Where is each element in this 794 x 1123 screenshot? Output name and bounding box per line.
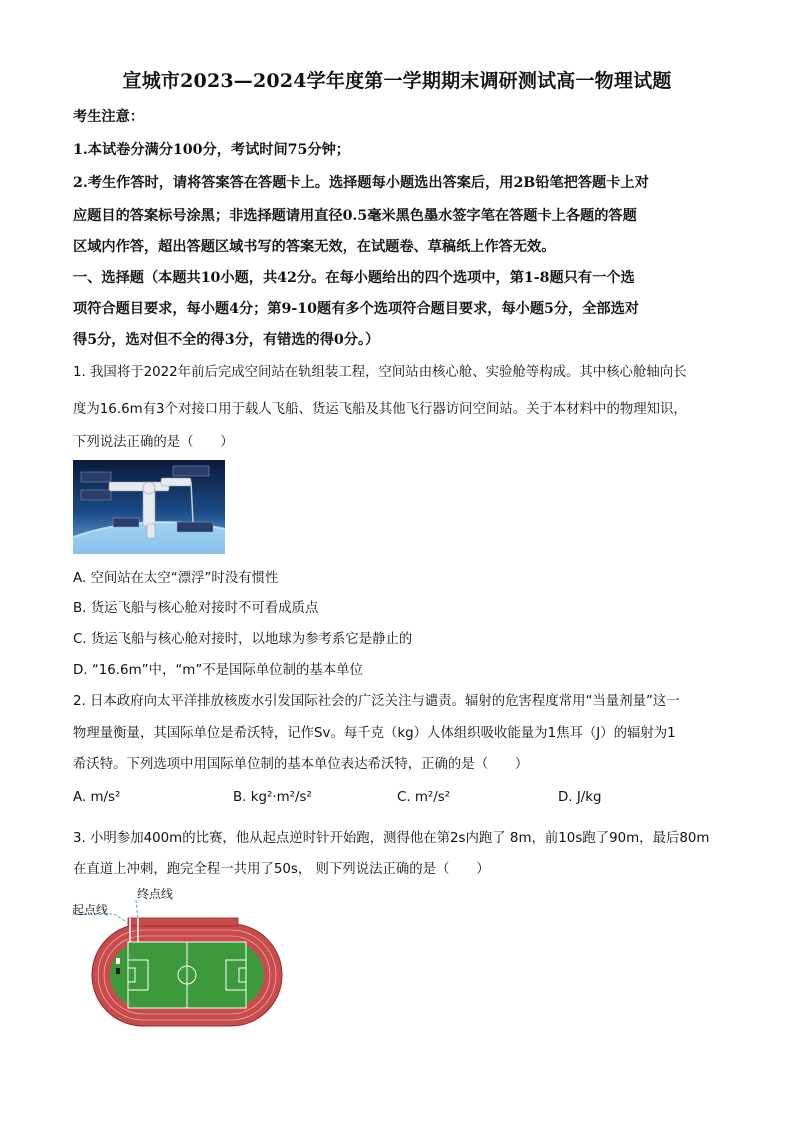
page-title: 宣城市2023—2024学年度第一学期期末调研测试高一物理试题 [122,70,672,92]
section-line-1: 一、选择题（本题共10小题，共42分。在每小题给出的四个选项中，第1-8题只有一个选 [73,270,635,286]
q2-line-2: 物理量衡量，其国际单位是希沃特，记作Sv。每千克（kg）人体组织吸收能量为1焦耳（J）的辐射为1 [73,726,676,741]
section-line-3: 得5分，选对但不全的得3分，有错选的得0分。） [73,332,380,348]
q1-option-b: B. 货运飞船与核心舱对接时不可看成质点 [73,601,319,616]
q2-option-b: B. kg²·m²/s² [233,790,312,805]
q1-line-1: 1. 我国将于2022年前后完成空间站在轨组装工程，空间站由核心舱、实验舱等构成。其中核心舱轴向长 [73,365,687,380]
section-line-2: 项符合题目要求，每小题4分；第9-10题有多个选项符合题目要求，每小题5分，全部选对 [73,301,639,317]
space-station-photo [73,460,225,554]
q1-option-c: C. 货运飞船与核心舱对接时，以地球为参考系它是静止的 [73,632,413,647]
q1-option-a: A. 空间站在太空“漂浮”时没有惯性 [73,571,279,586]
q3-line-2: 在直道上冲刺，跑完全程一共用了50s， 则下列说法正确的是（ ） [73,862,490,877]
notice-item-2: 2.考生作答时，请将答案答在答题卡上。选择题每小题选出答案后，用2B铅笔把答题卡上对 [73,175,649,191]
notice-item-4: 区域内作答，超出答题区域书写的答案无效，在试题卷、草稿纸上作答无效。 [73,239,556,255]
q2-line-1: 2. 日本政府向太平洋排放核废水引发国际社会的广泛关注与谴责。辐射的危害程度常用“当量剂量”这一 [73,694,680,709]
q2-option-a: A. m/s² [73,790,121,805]
finish-line-label: 终点线 [137,887,174,901]
notice-item-3: 应题目的答案标号涂黑；非选择题请用直径0.5毫米黑色墨水签字笔在答题卡上各题的答题 [73,208,637,224]
notice-heading: 考生注意： [73,109,144,125]
q3-line-1: 3. 小明参加400m的比赛，他从起点逆时针开始跑，测得他在第2s内跑了 8m，前10s跑了90m，最后80m [73,831,710,846]
notice-item-1: 1.本试卷分满分100分，考试时间75分钟； [73,142,350,158]
start-line-label: 起点线 [72,903,109,917]
q1-option-d: D. “16.6m”中，“m”不是国际单位制的基本单位 [73,663,363,678]
q2-option-c: C. m²/s² [397,790,451,805]
q1-line-3: 下列说法正确的是（ ） [73,435,234,450]
q2-line-3: 希沃特。下列选项中用国际单位制的基本单位表达希沃特，正确的是（ ） [73,757,529,772]
q1-line-2: 度为16.6m有3个对接口用于载人飞船、货运飞船及其他飞行器访问空间站。关于本材料中的物理知识， [73,402,687,417]
q2-option-d: D. J/kg [558,790,602,805]
